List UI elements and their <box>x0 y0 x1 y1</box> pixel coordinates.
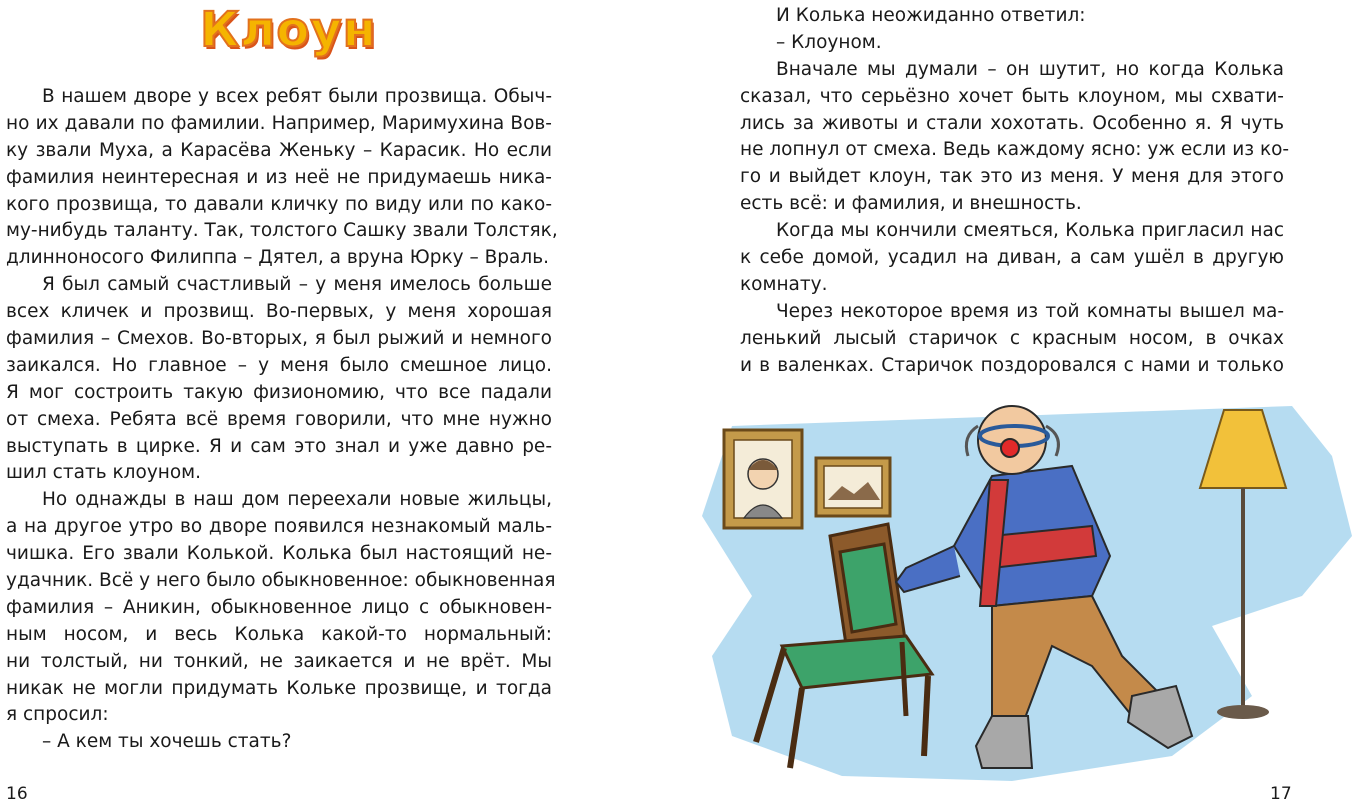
right-page <box>684 0 1368 810</box>
text-line: – А кем ты хочешь стать? <box>42 731 292 753</box>
text-line: В нашем дворе у всех ребят были прозвища. Обыч- <box>42 86 552 107</box>
text-line: шил стать клоуном. <box>6 462 202 484</box>
right-page-text <box>740 3 1290 379</box>
text-line: но их давали по фамилии. Например, Маримухина Вов- <box>6 112 552 134</box>
text-line: я спросил: <box>6 704 109 726</box>
text-line: удачник. Всё у него было обыкновенное: обыкновенная <box>6 570 556 592</box>
story-title: Клоун <box>200 2 377 58</box>
text-line: от смеха. Ребята всё время говорили, что мне нужно <box>6 408 552 430</box>
text-line: Я мог состроить такую физиономию, что все падали <box>6 381 552 403</box>
text-line: а на другое утро во дворе появился незнакомый маль- <box>6 516 552 538</box>
page-number-left: 16 <box>6 784 28 804</box>
text-line: чишка. Его звали Колькой. Колька был настоящий не- <box>6 543 552 565</box>
left-page-text <box>6 84 558 756</box>
text-line: Я был самый счастливый – у меня имелось больше <box>42 274 552 296</box>
landscape-frame-icon <box>816 458 890 516</box>
text-line: и в валенках. Старичок поздоровался с нами и только <box>740 354 1284 376</box>
text-line: выступать в цирке. Я и сам это знал и уже давно ре- <box>6 435 552 457</box>
text-line: Вначале мы думали – он шутит, но когда Колька <box>776 58 1284 80</box>
text-line: фамилия – Смехов. Во-вторых, я был рыжий и немного <box>6 328 552 350</box>
text-line: лись за животы и стали хохотать. Особенно я. Я чуть <box>740 112 1284 134</box>
text-line: кого прозвища, то давали кличку по виду или по како- <box>6 193 552 215</box>
text-line: Через некоторое время из той комнаты вышел ма- <box>776 300 1284 322</box>
text-line: всех кличек и прозвищ. Во-первых, у меня хорошая <box>6 301 552 323</box>
text-line: фамилия неинтересная и из неё не придумаешь ника- <box>6 166 552 188</box>
text-line: длинноносого Филиппа – Дятел, а вруна Юрку – Враль. <box>6 247 549 269</box>
text-line: комнату. <box>740 273 828 295</box>
text-line: Но однажды в наш дом переехали новые жильцы, <box>42 489 552 511</box>
text-line: есть всё: и фамилия, и внешность. <box>740 193 1082 215</box>
text-line: к себе домой, усадил на диван, а сам ушёл в другую <box>740 247 1284 269</box>
text-line: ни толстый, ни тонкий, не заикается и не врёт. Мы <box>6 650 552 672</box>
text-line: ным носом, и весь Колька какой-то нормальный: <box>6 623 552 645</box>
text-line: сказал, что серьёзно хочет быть клоуном, мы схвати- <box>740 85 1284 107</box>
text-line: ку звали Муха, а Карасёва Женьку – Карасик. Но если <box>6 139 552 161</box>
page-number-right: 17 <box>1270 784 1292 804</box>
text-line: ленький лысый старичок с красным носом, в очках <box>740 327 1284 349</box>
portrait-frame-icon <box>724 430 802 528</box>
text-line: заикался. Но главное – у меня было смешное лицо. <box>6 354 552 376</box>
text-line: – Клоуном. <box>776 31 882 53</box>
text-line: никак не могли придумать Кольке прозвище, и тогда <box>6 677 552 699</box>
text-line: го и выйдет клоун, так это из меня. У меня для этого <box>740 166 1284 188</box>
text-line: Когда мы кончили смеяться, Колька пригласил нас <box>776 220 1284 242</box>
text-line: не лопнул от смеха. Ведь каждому ясно: уж если из ко- <box>740 139 1290 161</box>
text-line: му-нибудь таланту. Так, толстого Сашку звали Толстяк, <box>6 220 558 242</box>
old-man-clown-with-chair-icon <box>692 396 1368 791</box>
text-line: И Колька неожиданно ответил: <box>776 5 1086 26</box>
text-line: фамилия – Аникин, обыкновенное лицо с обыкновен- <box>6 596 552 618</box>
